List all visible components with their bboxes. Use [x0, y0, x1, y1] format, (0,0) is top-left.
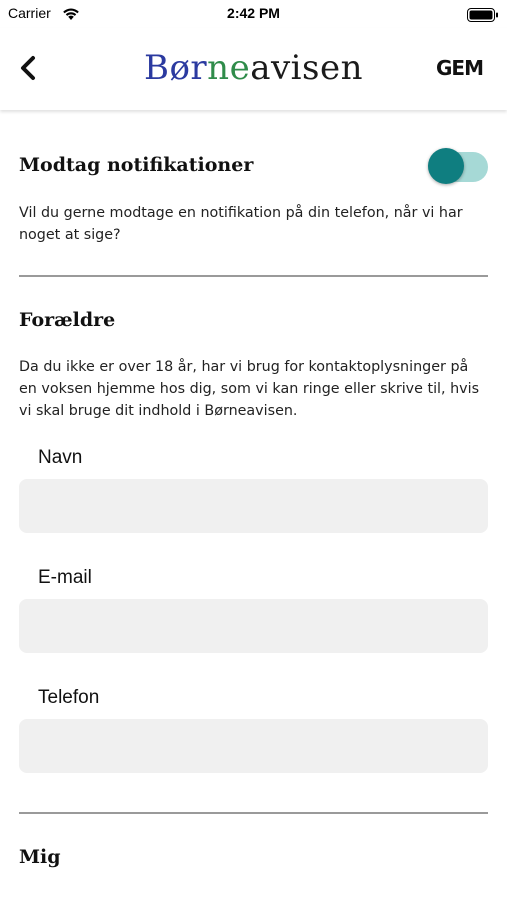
phone-label: Telefon	[38, 687, 100, 708]
battery-icon	[467, 7, 499, 21]
logo-text-part3: avisen	[250, 48, 364, 88]
email-label: E-mail	[38, 567, 92, 588]
me-title: Mig	[19, 846, 61, 868]
status-bar	[0, 0, 507, 28]
carrier-label: Carrier	[8, 5, 51, 21]
app-logo	[0, 46, 507, 90]
save-button[interactable]: GEM	[436, 56, 483, 80]
email-input[interactable]	[19, 599, 488, 653]
section-divider	[19, 275, 488, 277]
phone-input[interactable]	[19, 719, 488, 773]
toggle-knob	[428, 148, 464, 184]
notifications-description: Vil du gerne modtage en notifikation på din telefon, når vi har noget at sige?	[19, 205, 463, 243]
notifications-title: Modtag notifikationer	[19, 154, 254, 176]
notifications-toggle[interactable]	[428, 148, 488, 184]
name-input[interactable]	[19, 479, 488, 533]
parents-title: Forældre	[19, 309, 116, 331]
clock: 2:42 PM	[227, 5, 280, 21]
section-divider	[19, 812, 488, 814]
navigation-bar	[0, 28, 507, 110]
logo-text-part2: ne	[207, 48, 251, 88]
name-label: Navn	[38, 447, 83, 468]
logo-text-part1: Bør	[143, 48, 208, 88]
parents-description: Da du ikke er over 18 år, har vi brug for kontaktoplysninger på en voksen hjemme hos dig, som vi kan ringe eller skrive til, hvis vi skal bruge dit indhold i Børneavisen.	[19, 359, 480, 419]
